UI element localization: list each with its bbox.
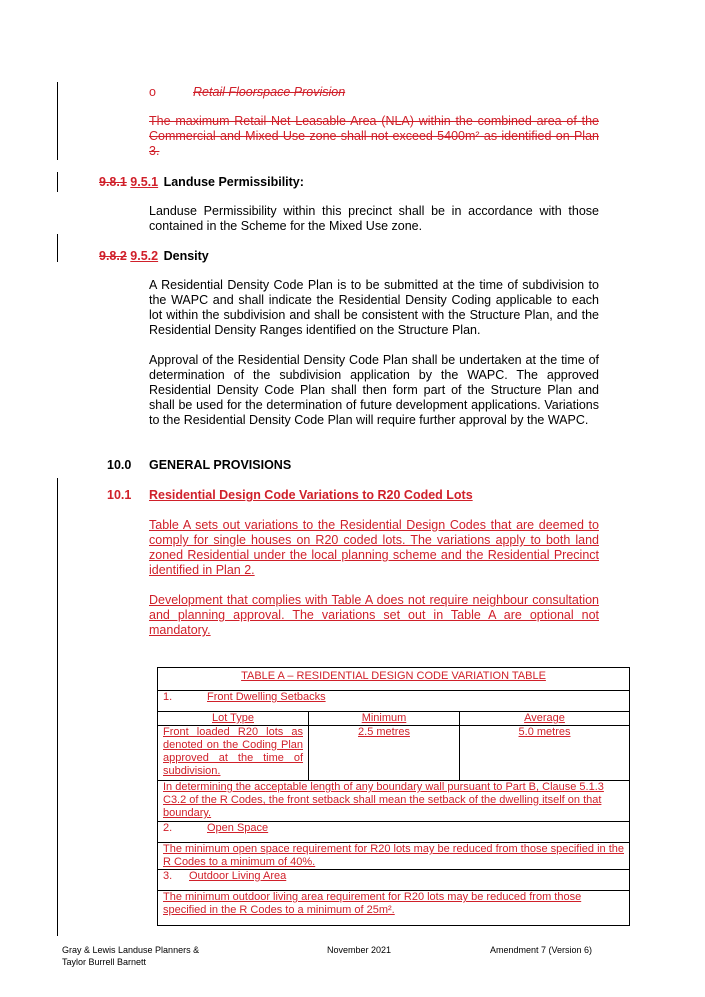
change-bar — [57, 82, 58, 160]
section-title: Residential Design Code Variations to R20 Coded Lots — [149, 488, 473, 502]
section-number: 2. — [163, 822, 173, 834]
table-row — [158, 781, 630, 822]
section-number: 10.0 — [107, 458, 132, 472]
open-space-text: The minimum open space requirement for R20 lots may be reduced from those specified in the R Codes to a minimum of 40%. — [158, 843, 630, 870]
section-9-5-1-paragraph: Landuse Permissibility within this precinct shall be in accordance with those contained in the Scheme for the Mixed Use zone. — [149, 204, 599, 233]
table-a — [157, 667, 630, 926]
table-title: TABLE A – RESIDENTIAL DESIGN CODE VARIATION TABLE — [158, 668, 630, 691]
column-header-lot-type: Lot Type — [158, 712, 309, 726]
table-header-row — [158, 712, 630, 726]
change-bar — [57, 234, 58, 262]
footer-right: Amendment 7 (Version 6) — [490, 945, 593, 955]
section-9-5-1-heading — [99, 175, 304, 189]
density-paragraph-2: Approval of the Residential Density Code Plan shall be undertaken at the time of determination of the subdivision application by the WAPC. The approved Residential Density Code Plan shall then form part of the Structure Plan and shall be used for the determination of future development applications. Variations to the Residential Density Code Plan will require further approval by the WAPC. — [149, 353, 599, 427]
footer-center: November 2021 — [327, 945, 392, 955]
old-section-number: 9.8.2 — [99, 249, 127, 263]
section-10-heading — [107, 458, 291, 472]
section-title: Open Space — [207, 822, 269, 834]
new-section-number: 9.5.2 — [130, 249, 159, 263]
section-title: Density — [163, 249, 209, 263]
table-row — [158, 843, 630, 870]
average-cell: 5.0 metres — [460, 726, 630, 781]
table-section-2 — [158, 822, 630, 843]
new-section-number: 9.5.1 — [130, 175, 159, 189]
minimum-cell: 2.5 metres — [309, 726, 460, 781]
footer-left-line-2: Taylor Burrell Barnett — [62, 957, 147, 967]
footer-left — [62, 944, 199, 968]
retail-paragraph: The maximum Retail Net Leasable Area (NLA) within the combined area of the Commercial and Mixed Use zone shall not exceed 5400m² as identified on Plan 3. — [149, 114, 599, 158]
change-bar — [57, 478, 58, 936]
table-section-1 — [158, 691, 630, 712]
section-10-1-heading — [107, 488, 473, 502]
old-section-number: 9.8.1 — [99, 175, 127, 189]
section-title: Front Dwelling Setbacks — [207, 691, 326, 703]
table-row — [158, 668, 630, 691]
bullet: o — [149, 85, 156, 99]
section-number: 3. — [163, 870, 173, 882]
section-title: Outdoor Living Area — [189, 870, 287, 882]
section-title: Landuse Permissibility: — [163, 175, 304, 189]
section-title: GENERAL PROVISIONS — [149, 458, 292, 472]
table-row — [158, 822, 630, 843]
table-row — [158, 870, 630, 891]
density-paragraph-1: A Residential Density Code Plan is to be submitted at the time of subdivision to the WAPC and shall indicate the Residential Density Coding applicable to each lot within the subdivision and shall be consistent with the Structure Plan, and the Residential Density Ranges identified on the Structure Plan. — [149, 278, 599, 337]
setback-note: In determining the acceptable length of any boundary wall pursuant to Part B, Clause 5.1.3 C3.2 of the R Codes, the front setback shall mean the setback of the dwelling itself on that boundary. — [158, 781, 630, 822]
outdoor-living-text: The minimum outdoor living area requirement for R20 lots may be reduced from those specified in the R Codes to a minimum of 25m². — [158, 891, 630, 926]
footer-left-line-1: Gray & Lewis Landuse Planners & — [62, 945, 200, 955]
section-9-5-2-heading — [99, 249, 209, 263]
column-header-minimum: Minimum — [309, 712, 460, 726]
retail-heading — [149, 85, 345, 99]
section-10-1-paragraph-1: Table A sets out variations to the Residential Design Codes that are deemed to comply for single houses on R20 coded lots. The variations apply to both land zoned Residential under the local planning scheme and the Residential Precinct identified in Plan 2. — [149, 518, 599, 577]
column-header-average: Average — [460, 712, 630, 726]
section-10-1-paragraph-2: Development that complies with Table A does not require neighbour consultation and planning approval. The variations set out in Table A are optional not mandatory. — [149, 593, 599, 637]
table-row — [158, 691, 630, 712]
table-section-3 — [158, 870, 630, 891]
table-row — [158, 726, 630, 781]
table-row — [158, 891, 630, 926]
section-number: 10.1 — [107, 488, 132, 502]
lot-type-cell: Front loaded R20 lots as denoted on the Coding Plan approved at the time of subdivision. — [158, 726, 309, 781]
retail-heading-text: Retail Floorspace Provision — [193, 85, 346, 99]
section-number: 1. — [163, 691, 173, 703]
change-bar — [57, 172, 58, 192]
